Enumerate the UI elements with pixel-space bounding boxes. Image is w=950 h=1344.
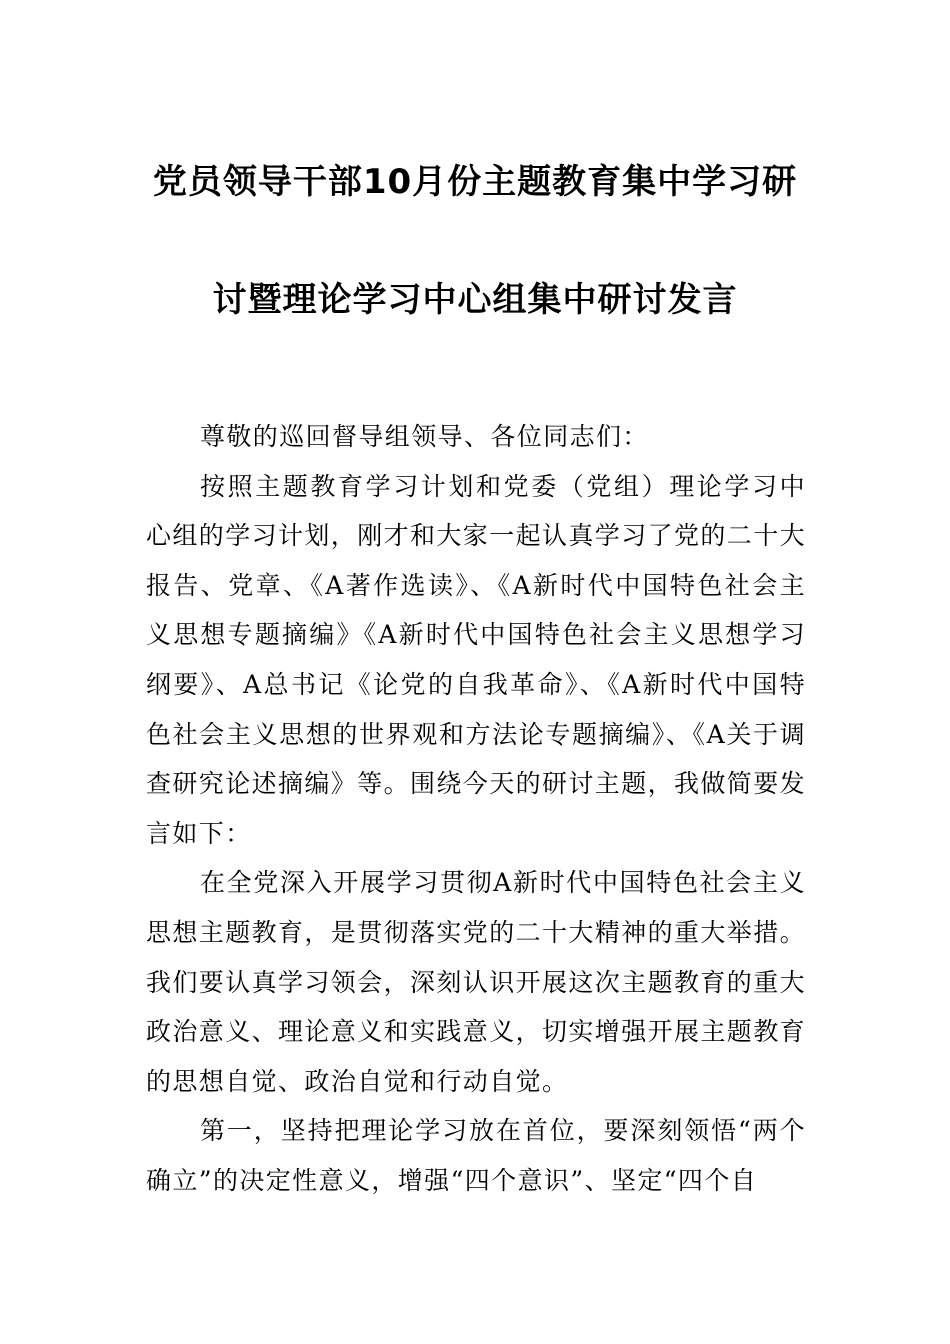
paragraph-2: 在全党深入开展学习贯彻A新时代中国特色社会主义思想主题教育，是贯彻落实党的二十大精神的重大举措。我们要认真学习领会，深刻认识开展这次主题教育的重大政治意义、理论意义和实践意义，切实增强开展主题教育的思想自觉、政治自觉和行动自觉。 — [146, 868, 807, 1096]
document-title-line-2: 讨暨理论学习中心组集中研讨发言 — [212, 280, 738, 320]
paragraph-1: 按照主题教育学习计划和党委（党组）理论学习中心组的学习计划，刚才和大家一起认真学习了党的二十大报告、党章、《A著作选读》、《A新时代中国特色社会主义思想专题摘编》《A新时代中国特色社会主义思想学习纲要》、A总书记《论党的自我革命》、《A新时代中国特色社会主义思想的世界观和方法论专题摘编》、《A关于调查研究论述摘编》等。围绕今天的研讨主题，我做简要发言如下： — [146, 471, 807, 848]
document-title-line-1: 党员领导干部10月份主题教育集中学习研 — [152, 162, 798, 202]
salutation: 尊敬的巡回督导组领导、各位同志们： — [200, 422, 649, 451]
document-body — [146, 412, 806, 1206]
paragraph-3: 第一，坚持把理论学习放在首位，要深刻领悟“两个确立”的决定性意义，增强“四个意识”、坚定“四个自 — [146, 1116, 806, 1195]
